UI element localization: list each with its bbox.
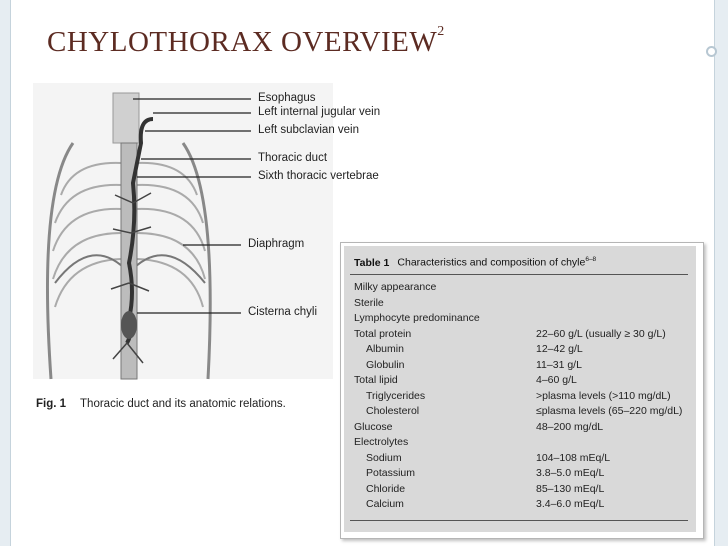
table-top-rule <box>350 274 688 275</box>
table-row-name: Sodium <box>366 451 402 464</box>
table-row-name: Lymphocyte predominance <box>354 312 480 324</box>
table-row-name: Glucose <box>354 420 393 433</box>
table-row-name: Milky appearance <box>354 281 437 293</box>
caption-number: Fig. 1 <box>36 398 67 410</box>
label-left-internal-jugular: Left internal jugular vein <box>258 106 381 118</box>
table-row-value: 12–42 g/L <box>536 343 583 355</box>
table-row <box>354 498 694 514</box>
esophagus-shape <box>113 93 139 143</box>
table-row-name: Electrolytes <box>354 436 409 448</box>
table-row-value: 4–60 g/L <box>536 374 577 386</box>
label-thoracic-duct: Thoracic duct <box>258 152 328 164</box>
slide-right-band <box>715 0 728 546</box>
table-row-name: Albumin <box>366 343 404 355</box>
table-bottom-rule <box>350 520 688 521</box>
slide-title <box>47 26 445 59</box>
slide-title-superscript: 2 <box>437 24 445 40</box>
table-row-name: Globulin <box>366 358 405 371</box>
table-row-value: 3.4–6.0 mEq/L <box>536 498 605 510</box>
table-label: Table 1 <box>354 256 390 269</box>
table-row <box>354 467 694 483</box>
figure-caption <box>36 398 286 410</box>
table-row <box>354 374 694 390</box>
slide-title-text: CHYLOTHORAX OVERVIEW <box>47 26 438 58</box>
table-row <box>354 359 694 375</box>
label-diaphragm: Diaphragm <box>248 238 305 250</box>
table-title-ref: 6–8 <box>585 256 597 263</box>
table-title <box>354 256 596 269</box>
caption-text: Thoracic duct and its anatomic relations. <box>80 398 286 410</box>
table-row <box>354 343 694 359</box>
table-row <box>354 312 694 328</box>
table-row <box>354 281 694 297</box>
table-row-value: 85–130 mEq/L <box>536 482 605 495</box>
table-row-name: Chloride <box>366 482 406 495</box>
slide-left-rule <box>10 0 11 546</box>
decorative-circle <box>706 46 717 57</box>
table-title-text: Characteristics and composition of chyle <box>397 256 586 269</box>
table-row-value: 22–60 g/L (usually ≥ 30 g/L) <box>536 327 666 340</box>
table-row-value: 11–31 g/L <box>536 358 582 371</box>
table-row-value: 48–200 mg/dL <box>536 420 604 433</box>
table-row-name: Cholesterol <box>366 405 420 417</box>
table-row <box>354 297 694 313</box>
label-sixth-vertebrae: Sixth thoracic vertebrae <box>258 170 379 182</box>
table-row <box>354 421 694 437</box>
table-row-name: Total lipid <box>354 374 398 386</box>
table-row-name: Triglycerides <box>366 389 426 402</box>
table-row <box>354 405 694 421</box>
label-cisterna-chyli: Cisterna chyli <box>248 306 318 318</box>
table-row <box>354 436 694 452</box>
table-row <box>354 483 694 499</box>
table-row <box>354 452 694 468</box>
table-row-name: Sterile <box>354 296 384 309</box>
label-esophagus: Esophagus <box>258 92 316 104</box>
table-row <box>354 390 694 406</box>
label-left-subclavian: Left subclavian vein <box>258 124 360 136</box>
table-row-value: 104–108 mEq/L <box>536 451 611 464</box>
slide-left-band <box>0 0 10 546</box>
table-row <box>354 328 694 344</box>
table-row-value: 3.8–5.0 mEq/L <box>536 467 605 479</box>
cisterna-chyli-shape <box>121 311 137 339</box>
table-row-value: >plasma levels (>110 mg/dL) <box>536 389 671 402</box>
table-row-name: Calcium <box>366 498 404 510</box>
table-row-value: ≤plasma levels (65–220 mg/dL) <box>536 405 683 417</box>
table-row-name: Potassium <box>366 467 416 479</box>
table-row-name: Total protein <box>354 327 412 340</box>
